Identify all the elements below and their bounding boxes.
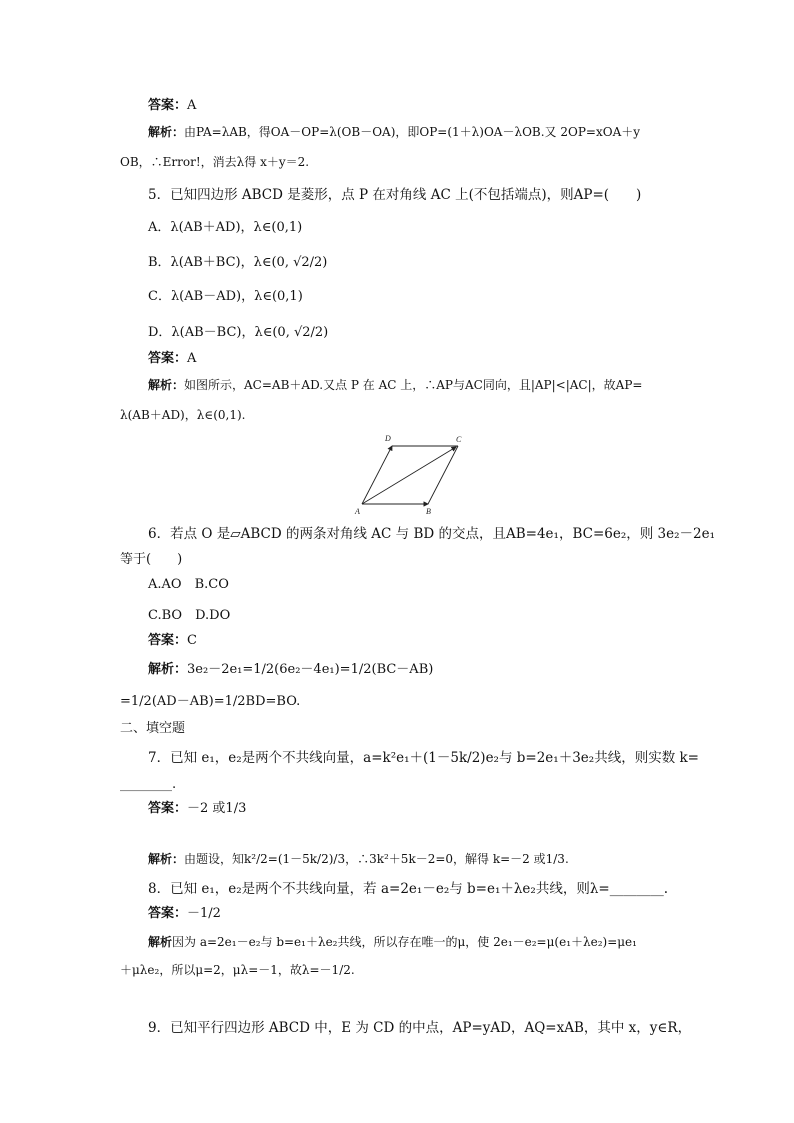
answer-5: 答案：A [148, 351, 197, 366]
explanation-6-line1: 解析：3e₂－2e₁=1/2(6e₂－4e₁)=1/2(BC－AB) [148, 662, 434, 677]
question-5-option-a: A．λ(AB＋AD)，λ∈(0,1) [148, 220, 303, 235]
label-a: A [355, 507, 360, 516]
explanation-5-line2: λ(AB＋AD)，λ∈(0,1). [120, 408, 246, 422]
section-fill-blank-title: 二、填空题 [120, 721, 186, 736]
explanation-7: 解析：由题设，知k²/2=(1－5k/2)/3，∴3k²＋5k－2=0，解得 k=－2 或1/3. [148, 852, 569, 866]
answer-8: 答案：－1/2 [148, 906, 221, 921]
explanation-6-line2: =1/2(AD－AB)=1/2BD=BO. [120, 694, 301, 709]
question-5-option-d: D．λ(AB－BC)，λ∈(0, √2/2) [148, 325, 329, 340]
question-6-options-ab: A.AO B.CO [148, 577, 229, 592]
answer-4: 答案：A [148, 98, 197, 113]
explanation-5-line1: 解析：如图所示，AC=AB＋AD.又点 P 在 AC 上，∴AP与AC同向，且|AP|<|AC|，故AP= [148, 378, 643, 392]
rhombus-figure [352, 430, 472, 520]
explanation-8-line2: ＋μλe₂，所以μ=2，μλ=－1，故λ=－1/2. [120, 963, 355, 977]
question-8: 8．已知 e₁，e₂是两个不共线向量，若 a=2e₁－e₂与 b=e₁＋λe₂共线，则λ=________. [148, 881, 668, 897]
explanation-8-line1: 解析因为 a=2e₁－e₂与 b=e₁＋λe₂共线，所以存在唯一的μ，使 2e₁－e₂=μ(e₁＋λe₂)=μe₁ [148, 935, 637, 949]
label-c: C [456, 435, 462, 444]
question-7-line2: ________. [120, 777, 177, 792]
question-9: 9．已知平行四边形 ABCD 中，E 为 CD 的中点，AP=yAD，AQ=xAB，其中 x，y∈R， [148, 1020, 692, 1036]
question-7-line1: 7．已知 e₁，e₂是两个不共线向量，a=k²e₁＋(1－5k/2)e₂与 b=2e₁＋3e₂共线，则实数 k= [148, 750, 699, 766]
explanation-4-line1: 解析：由PA=λAB，得OA－OP=λ(OB－OA)，即OP=(1＋λ)OA－λOB.又 2OP=xOA＋y [148, 125, 641, 139]
answer-6: 答案：C [148, 633, 197, 648]
question-6-line2: 等于( ) [120, 552, 183, 567]
question-5: 5．已知四边形 ABCD 是菱形，点 P 在对角线 AC 上(不包括端点)，则AP=( ) [148, 187, 642, 203]
explanation-4-line2: OB，∴Error!，消去λ得 x＋y＝2. [120, 155, 310, 169]
question-5-option-c: C．λ(AB－AD)，λ∈(0,1) [148, 289, 303, 304]
label-b: B [426, 507, 431, 516]
vector-ac [362, 447, 456, 504]
answer-7: 答案：－2 或1/3 [148, 801, 247, 816]
question-6-line1: 6．若点 O 是▱ABCD 的两条对角线 AC 与 BD 的交点，且AB=4e₁，BC=6e₂，则 3e₂－2e₁ [148, 526, 716, 542]
label-d: D [385, 434, 391, 443]
question-5-option-b: B．λ(AB＋BC)，λ∈(0, √2/2) [148, 255, 328, 270]
question-6-options-cd: C.BO D.DO [148, 608, 231, 623]
